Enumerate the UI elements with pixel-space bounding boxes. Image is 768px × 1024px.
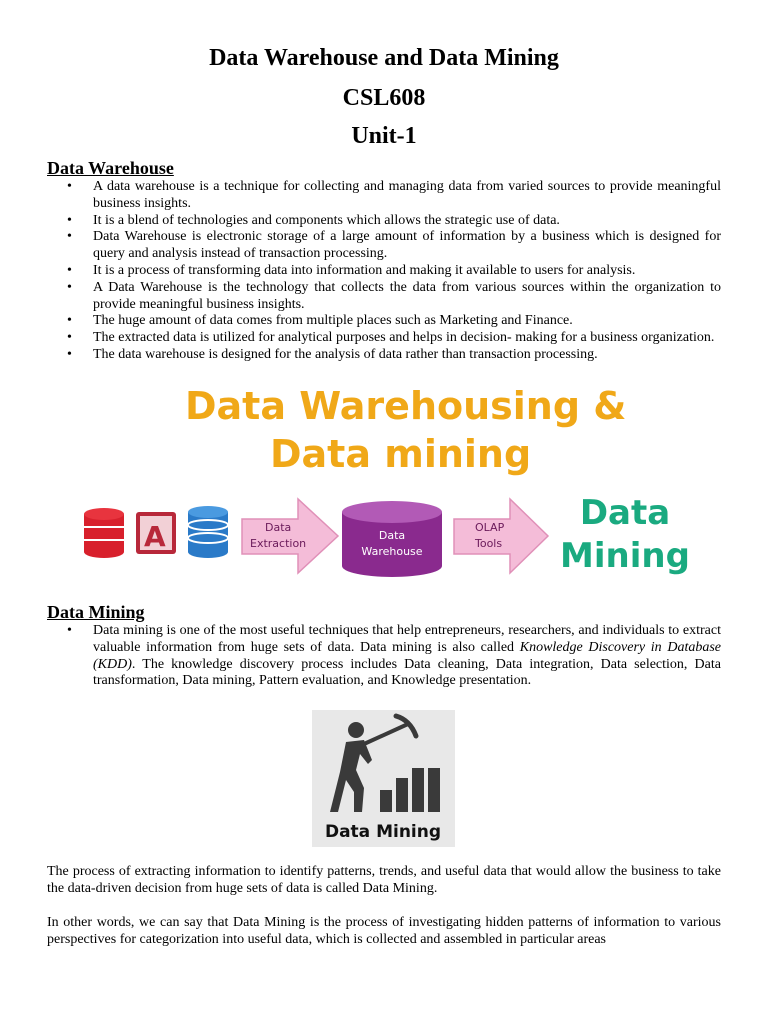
section-heading-data-mining: Data Mining: [47, 602, 145, 622]
bullet-text: The extracted data is utilized for analytical purposes and helps in decision- making for a business organization.: [93, 330, 715, 346]
data-extraction-arrow: [242, 499, 338, 573]
paragraph: In other words, we can say that Data Mining is the process of investigating hidden patterns of information to various perspectives for categorization into useful data, which is collected and assembled in particular areas: [47, 915, 721, 947]
warehouse-bullet-list: [47, 179, 721, 364]
data-mining-figure: [312, 710, 455, 847]
unit-title: Unit-1: [351, 123, 417, 149]
bullet-icon: •: [67, 330, 72, 346]
bullet-icon: •: [67, 179, 72, 194]
list-item: [47, 179, 721, 213]
bullet-text: A Data Warehouse is the technology that collects the data from various sources within the organization to provide meaningful business insights.: [93, 279, 721, 312]
bullet-text: It is a process of transforming data into information and making it available to users for analysis.: [93, 262, 636, 278]
mining-bullet-list: [47, 623, 721, 690]
course-code: CSL608: [342, 85, 426, 111]
arrow2-label-line2: Tools: [475, 537, 503, 550]
kdd-term: Knowledge Discovery in Database (KDD): [93, 639, 722, 672]
bullet-icon: •: [67, 212, 72, 228]
result-label-line1: Data: [579, 493, 671, 533]
red-database-icon: [84, 508, 124, 558]
cylinder-label-line1: Data: [378, 529, 406, 542]
list-item: [47, 330, 721, 347]
paragraph: The process of extracting information to identify patterns, trends, and useful data that would allow the business to take the data-driven decision from huge sets of data is called Data Mining.: [47, 864, 721, 896]
list-item: [47, 229, 721, 263]
bullet-icon: •: [67, 262, 72, 278]
list-item: [47, 313, 721, 330]
cylinder-label-line2: Warehouse: [361, 545, 423, 558]
access-app-icon: [136, 512, 176, 554]
list-item: [47, 263, 721, 280]
bullet-text-part1: Data mining is one of the most useful techniques that help entrepreneurs, researchers, and individuals to extract valuable information from huge sets of data. Data mining is also called: [93, 623, 721, 655]
figure-title-line1: Data Warehousing &: [185, 384, 627, 428]
list-item: [47, 213, 721, 230]
bullet-text: A data warehouse is a technique for collecting and managing data from varied sources to provide meaningful business insights.: [93, 179, 721, 211]
list-item: [47, 280, 721, 314]
bullet-text-part2: . The knowledge discovery process includes Data cleaning, Data integration, Data selection, Data transformation, Data mining, Pattern evaluation, and Knowledge presentation.: [93, 656, 721, 689]
list-item: [47, 623, 721, 690]
document-title: Data Warehouse and Data Mining: [209, 45, 559, 71]
olap-tools-arrow: [454, 499, 548, 573]
arrow1-label-line2: Extraction: [250, 537, 307, 550]
bullet-text: The data warehouse is designed for the analysis of data rather than transaction processing.: [93, 346, 598, 362]
bullet-icon: •: [67, 346, 72, 362]
bullet-text: It is a blend of technologies and components which allows the strategic use of data.: [93, 212, 560, 228]
figure-title-line2: Data mining: [270, 432, 532, 476]
bullet-icon: •: [67, 229, 72, 245]
list-item: [47, 347, 721, 364]
result-label-line2: Mining: [560, 536, 690, 576]
data-warehousing-figure: [70, 384, 710, 579]
bullet-text: Data Warehouse is electronic storage of a large amount of information by a business which is designed for query and analysis instead of transaction processing.: [93, 229, 721, 262]
bullet-icon: •: [67, 313, 72, 329]
bullet-text: The huge amount of data comes from multiple places such as Marketing and Finance.: [93, 313, 573, 329]
arrow1-label-line1: Data: [265, 521, 292, 534]
bullet-icon: •: [67, 623, 72, 638]
arrow2-label-line1: OLAP: [475, 521, 505, 534]
section-heading-data-warehouse: Data Warehouse: [47, 158, 174, 178]
blue-database-icon: [188, 506, 228, 558]
svg-text:A: A: [144, 520, 166, 553]
data-warehouse-cylinder: [342, 501, 442, 577]
figure-label: Data Mining: [324, 822, 442, 842]
bullet-icon: •: [67, 279, 72, 295]
